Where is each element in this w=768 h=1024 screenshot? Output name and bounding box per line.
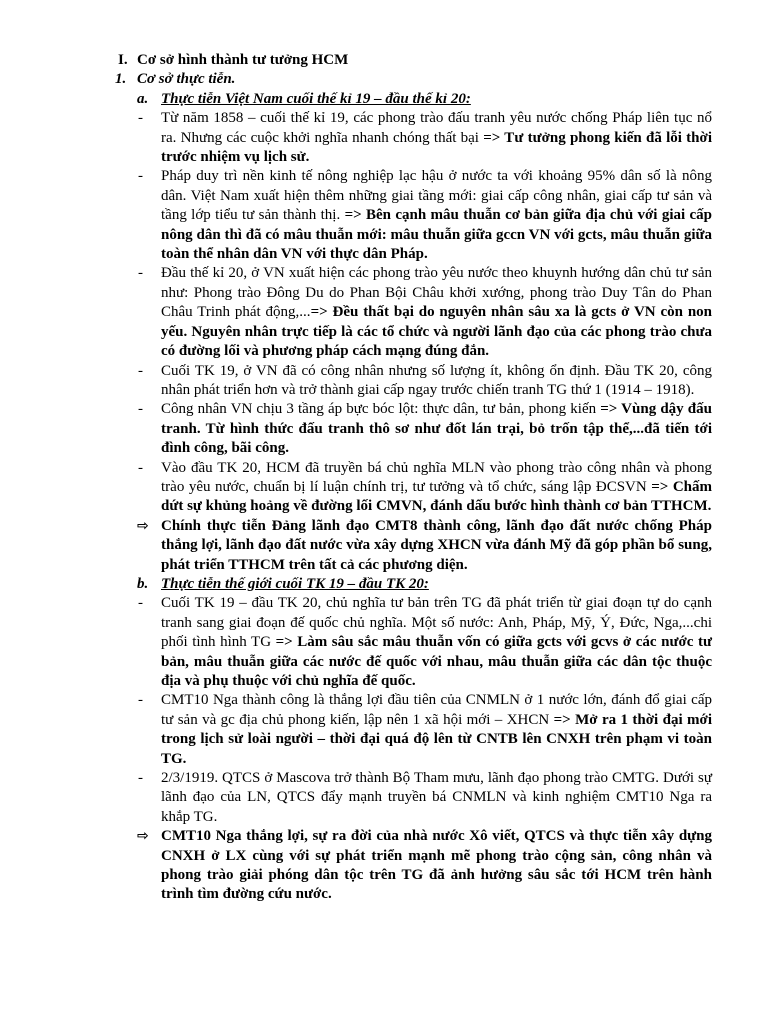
bullet-normal-text: Vào đầu TK 20, HCM đã truyền bá chủ nghĩa MLN vào phong trào công nhân và phong trào yêu nước, chuẩn bị lí luận chính trị, tư tưởng và tổ chức, sáng lập ĐCSVN bbox=[161, 459, 712, 495]
arrow-icon: ⇨ bbox=[137, 828, 149, 845]
bullet-normal-text: Pháp duy trì nền kinh tế nông nghiệp lạc hậu ở nước ta với khoảng 95% dân số là nông dân. Việt Nam xuất hiện thêm những giai tầng mới: giai cấp công nhân, giai cấp tư sản và tầng lớp tiểu tư sản thành thị. bbox=[161, 168, 712, 224]
bullet-bold-text: => Chấm dứt sự khủng hoảng về đường lối CMVN, đánh dấu bước hình thành cơ bản TTHCM. bbox=[161, 478, 713, 515]
bullet-normal-text: Cuối TK 19 – đầu TK 20, chủ nghĩa tư bản trên TG đã phát triển từ giai đoạn tự do cạnh tranh sang giai đoạn đế quốc chủ nghĩa. Một số nước: Anh, Pháp, Mỹ, Ý, Đức, Nga,...chi phối tình hình TG bbox=[161, 595, 712, 651]
bullet-dash: - bbox=[138, 362, 143, 379]
section-a-heading bbox=[0, 90, 768, 109]
bullet-bold-text: => Tư tưởng phong kiến đã lỗi thời trước nhiệm vụ lịch sử. bbox=[161, 129, 712, 166]
bullet-dash: - bbox=[138, 401, 143, 418]
bullet-item bbox=[0, 594, 768, 691]
bullet-dash: - bbox=[138, 459, 143, 476]
bullet-text bbox=[161, 362, 712, 401]
bullet-text bbox=[161, 109, 712, 167]
bullet-dash: - bbox=[138, 595, 143, 612]
heading-text: Cơ sở hình thành tư tưởng HCM bbox=[137, 52, 349, 68]
bullet-text bbox=[161, 167, 712, 264]
bullet-item bbox=[0, 362, 768, 401]
arrow-icon: ⇨ bbox=[137, 517, 149, 534]
bullet-item bbox=[0, 459, 768, 517]
bullet-text bbox=[161, 459, 712, 517]
conclusion-item bbox=[0, 827, 768, 905]
heading-level-1 bbox=[0, 51, 768, 70]
bullet-text bbox=[161, 769, 712, 827]
bullet-normal-text: Từ năm 1858 – cuối thế kỉ 19, các phong trào đấu tranh yêu nước chống Pháp liên tục nổ ra. Nhưng các cuộc khởi nghĩa nhanh chóng thất bại bbox=[161, 110, 712, 146]
heading-text: Cơ sở thực tiễn. bbox=[137, 71, 236, 88]
bullet-item bbox=[0, 109, 768, 167]
bullet-item bbox=[0, 167, 768, 264]
bullet-item bbox=[0, 400, 768, 458]
bullet-text bbox=[161, 691, 712, 769]
bullet-bold-text: => Bên cạnh mâu thuẫn cơ bản giữa địa chủ với giai cấp nông dân thì đã có mâu thuẫn mới: mâu thuẫn giữa gccn VN với gcts, mâu thuẫn giữa toàn thể nhân dân VN với thực dân Pháp. bbox=[161, 207, 713, 263]
bullet-bold-text: => Làm sâu sắc mâu thuẫn vốn có giữa gcts với gcvs ở các nước tư bản, mâu thuẫn giữa các nước đế quốc với nhau, mâu thuẫn giữa các dân tộc thuộc địa và phụ thuộc với chủ nghĩa đế quốc. bbox=[161, 634, 712, 689]
bullet-item bbox=[0, 264, 768, 361]
document-page bbox=[0, 51, 768, 905]
bullet-dash: - bbox=[138, 770, 143, 787]
bullet-item bbox=[0, 769, 768, 827]
heading-level-2 bbox=[0, 70, 768, 89]
bullet-normal-text: 2/3/1919. QTCS ở Mascova trở thành Bộ Tham mưu, lãnh đạo phong trào CMTG. Dưới sự lãnh đạo của LN, QTCS đẩy mạnh truyền bá CNMLN và kinh nghiệm CMT10 Nga ra khắp TG. bbox=[161, 770, 712, 825]
bullet-normal-text: CMT10 Nga thành công là thắng lợi đầu tiên của CNMLN ở 1 nước lớn, đánh đổ giai cấp tư sản và gc địa chủ phong kiến, lập nên 1 xã hội mới – XHCN bbox=[161, 692, 712, 728]
bullet-normal-text: Công nhân VN chịu 3 tầng áp bực bóc lột: thực dân, tư bản, phong kiến bbox=[161, 401, 601, 418]
section-title: Thực tiễn Việt Nam cuối thế kỉ 19 – đầu thế kỉ 20: bbox=[161, 90, 471, 107]
bullet-normal-text: Cuối TK 19, ở VN đã có công nhân nhưng số lượng ít, không ổn định. Đầu TK 20, công nhân phát triển hơn và trở thành giai cấp ngay trước chiến tranh TG thứ 1 (1914 – 1918). bbox=[161, 362, 712, 398]
bullet-dash: - bbox=[138, 265, 143, 282]
bullet-item bbox=[0, 691, 768, 769]
heading-number: I. bbox=[118, 52, 128, 68]
heading-number: 1. bbox=[115, 71, 127, 88]
section-title: Thực tiễn thế giới cuối TK 19 – đầu TK 20: bbox=[161, 575, 429, 592]
section-b-heading bbox=[0, 575, 768, 594]
bullet-dash: - bbox=[138, 168, 143, 185]
bullet-text bbox=[161, 594, 712, 691]
bullet-dash: - bbox=[138, 110, 143, 127]
bullet-dash: - bbox=[138, 692, 143, 709]
bullet-bold-text: => Mở ra 1 thời đại mới trong lịch sử loài người – thời đại quá độ lên từ CNTB lên CNXH trên phạm vi toàn TG. bbox=[161, 711, 712, 767]
conclusion-item bbox=[0, 517, 768, 575]
bullet-text bbox=[161, 264, 712, 361]
bullet-bold-text: => Vùng dậy đấu tranh. Từ hình thức đấu tranh thô sơ như đốt lán trại, bỏ trốn tập thể,...đã tiến tới đình công, bãi công. bbox=[161, 401, 712, 457]
section-letter: a. bbox=[137, 90, 149, 107]
bullet-bold-text: => Đều thất bại do nguyên nhân sâu xa là gcts ở VN còn non yếu. Nguyên nhân trực tiếp là các tổ chức và người lãnh đạo của các phong trào chưa có đường lối và phương pháp cách mạng đúng đắn. bbox=[161, 304, 712, 360]
conclusion-text: CMT10 Nga thắng lợi, sự ra đời của nhà nước Xô viết, QTCS và thực tiễn xây dựng CNXH ở LX cùng với sự phát triển mạnh mẽ phong trào cộng sản, công nhân và phong trào giải phóng dân tộc trên TG đã ảnh hưởng sâu sắc tới HCM trên hành trình tìm đường cứu nước. bbox=[161, 828, 712, 903]
bullet-text bbox=[161, 400, 712, 458]
conclusion-text: Chính thực tiễn Đảng lãnh đạo CMT8 thành công, lãnh đạo đất nước chống Pháp thắng lợi, lãnh đạo đất nước vừa xây dựng XHCN vừa đánh Mỹ đã góp phần bổ sung, phát triển TTHCM trên tất cả các phương diện. bbox=[161, 517, 712, 573]
bullet-normal-text: Đầu thế kỉ 20, ở VN xuất hiện các phong trào yêu nước theo khuynh hướng dân chủ tư sản như: Phong trào Đông Du do Phan Bội Châu khởi xướng, phong trào Duy Tân do Phan Châu Trinh phát động,... bbox=[161, 265, 712, 321]
section-letter: b. bbox=[137, 575, 149, 592]
